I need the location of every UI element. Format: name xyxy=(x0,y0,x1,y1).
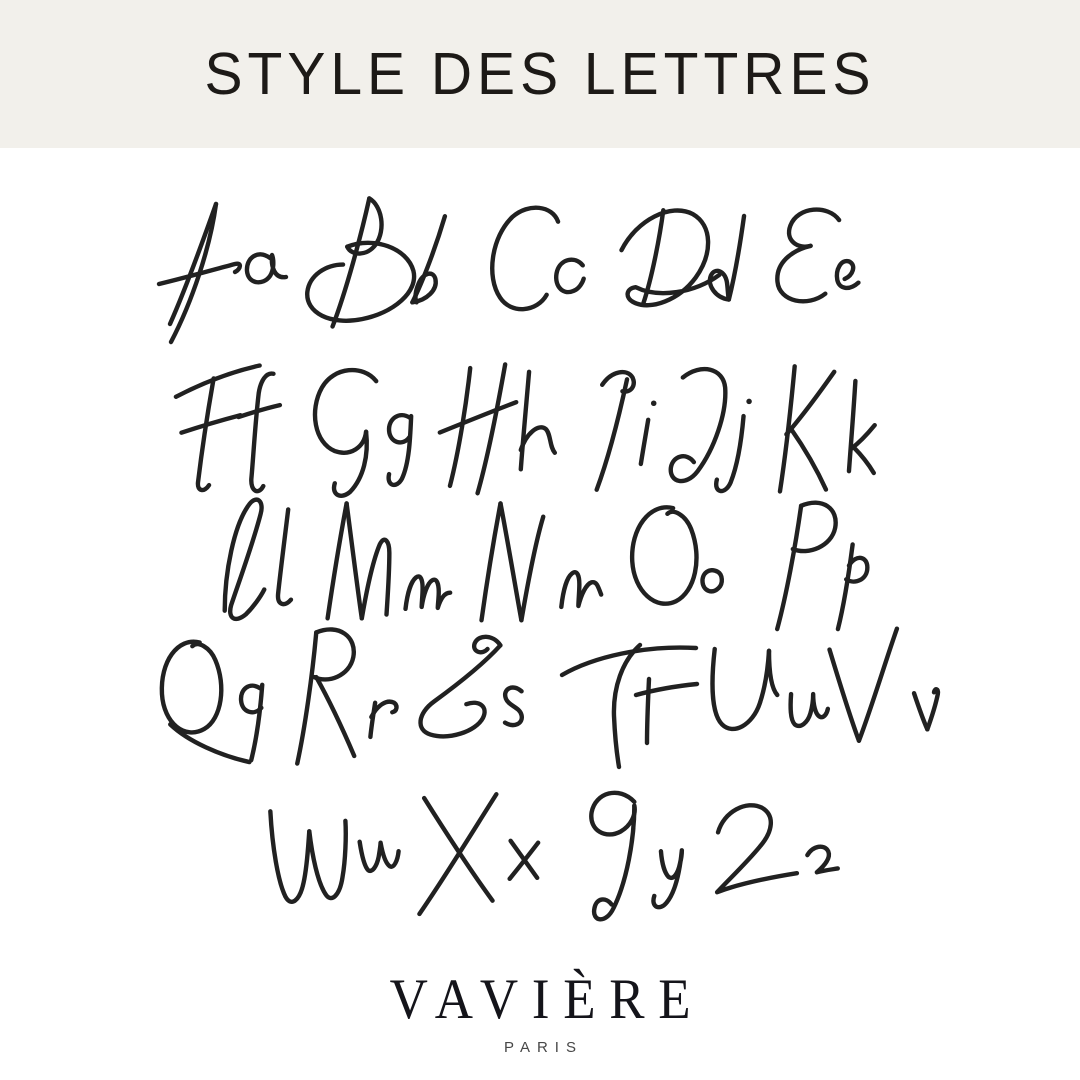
letter-pair-ss xyxy=(420,637,521,736)
letter-pair-xx xyxy=(419,794,538,914)
letter-pair-tt xyxy=(562,645,697,767)
brand-logo: VAVIÈRE xyxy=(389,967,705,1031)
letter-pair-qq xyxy=(162,642,262,762)
letter-pair-ee xyxy=(777,210,858,302)
brand-city: PARIS xyxy=(504,1039,583,1056)
letter-pair-mm xyxy=(328,503,451,618)
letter-pair-oo xyxy=(632,507,722,603)
letter-dot xyxy=(651,400,657,406)
page-title: STYLE DES LETTRES xyxy=(204,40,876,108)
letter-pair-aa xyxy=(159,204,286,342)
brand-logo-block xyxy=(0,968,1080,1056)
letter-pair-uu xyxy=(713,649,828,729)
letter-pair-jj xyxy=(671,369,752,491)
letter-pair-hh xyxy=(440,364,555,493)
letter-pair-vv xyxy=(830,629,938,741)
letter-pair-pp xyxy=(777,503,867,629)
letter-pair-kk xyxy=(780,366,875,491)
letter-pair-ll xyxy=(225,500,291,619)
letter-pair-gg xyxy=(315,370,411,496)
letter-pair-ff xyxy=(176,366,280,492)
letter-pair-yy xyxy=(591,793,682,920)
letter-pair-ww xyxy=(270,811,398,901)
letter-pair-bb xyxy=(307,198,445,326)
letter-pair-cc xyxy=(492,208,583,309)
letter-dot xyxy=(746,399,752,405)
letter-pair-dd xyxy=(622,210,745,305)
letter-pair-rr xyxy=(297,629,396,763)
letter-pair-zz xyxy=(717,805,838,892)
letter-pair-nn xyxy=(482,503,602,620)
letter-pair-ii xyxy=(597,372,657,490)
